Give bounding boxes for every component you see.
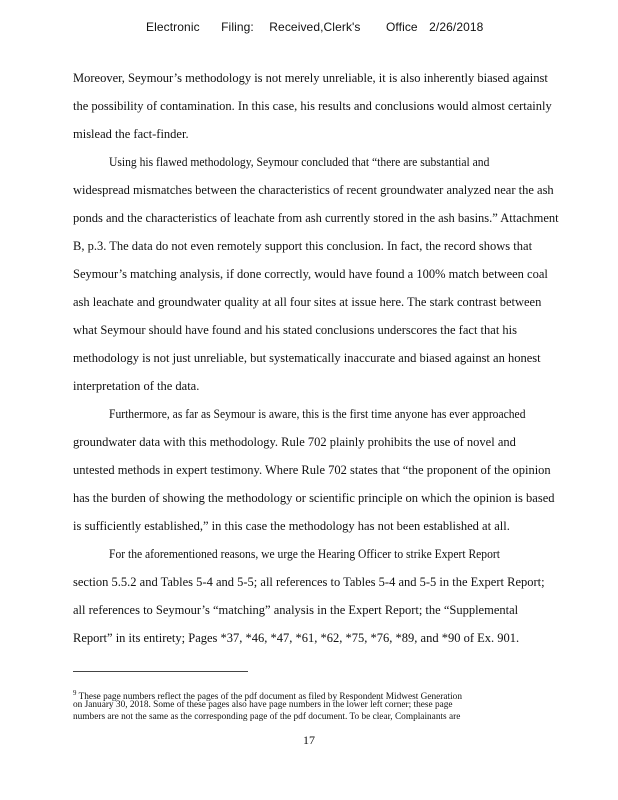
header-received: Received,Clerk's [269, 20, 361, 34]
header-filing: Filing: [221, 20, 254, 34]
body-line: untested methods in expert testimony. Where Rule 702 states that “the proponent of the opinion [73, 463, 551, 477]
footnote-marker: 9 [73, 689, 77, 697]
footnote-line: numbers are not the same as the corresponding page of the pdf document. To be clear, Complainants are [73, 712, 461, 722]
body-line: Moreover, Seymour’s methodology is not merely unreliable, it is also inherently biased against [73, 71, 548, 85]
body-line: ponds and the characteristics of leachate from ash currently stored in the ash basins.” Attachment [73, 211, 559, 225]
body-line: Using his flawed methodology, Seymour concluded that “there are substantial and [109, 155, 490, 169]
footnote-line: on January 30, 2018. Some of these pages also have page numbers in the lower left corner; these page [73, 700, 453, 710]
header-date: 2/26/2018 [429, 20, 484, 34]
body-line: mislead the fact-finder. [73, 127, 189, 141]
body-line: Seymour’s matching analysis, if done correctly, would have found a 100% match between coal [73, 267, 548, 281]
body-line: interpretation of the data. [73, 379, 200, 393]
footnote-divider [73, 671, 248, 672]
body-line: section 5.5.2 and Tables 5-4 and 5-5; all references to Tables 5-4 and 5-5 in the Expert Report; [73, 575, 545, 589]
header-office: Office [385, 20, 418, 34]
body-line: has the burden of showing the methodology or scientific principle on which the opinion is based [73, 491, 555, 505]
body-line: Furthermore, as far as Seymour is aware, this is the first time anyone has ever approached [109, 407, 526, 421]
header-electronic: Electronic [146, 20, 200, 34]
body-line: B, p.3. The data do not even remotely support this conclusion. In fact, the record shows that [73, 239, 533, 253]
body-line: groundwater data with this methodology. Rule 702 plainly prohibits the use of novel and [73, 435, 516, 449]
body-line: For the aforementioned reasons, we urge the Hearing Officer to strike Expert Report [109, 547, 500, 561]
body-line: all references to Seymour’s “matching” analysis in the Expert Report; the “Supplemental [73, 603, 519, 617]
body-line: is sufficiently established,” in this case the methodology has not been established at all. [73, 519, 510, 533]
body-line: widespread mismatches between the characteristics of recent groundwater analyzed near the ash [73, 183, 554, 197]
body-line: ash leachate and groundwater quality at all four sites at issue here. The stark contrast between [73, 295, 542, 309]
filing-header [146, 20, 483, 34]
footnote-text: These page numbers reflect the pages of the pdf document as filed by Respondent Midwest Generation [76, 692, 462, 703]
body-line: what Seymour should have found and his stated conclusions underscores the fact that his [73, 323, 518, 337]
body-line: the possibility of contamination. In this case, his results and conclusions would almost certainly [73, 99, 552, 113]
body-line: Report” in its entirety; Pages *37, *46, *47, *61, *62, *75, *76, *89, and *90 of Ex. 901. [73, 631, 520, 645]
page-number: 17 [303, 733, 315, 747]
body-line: methodology is not just unreliable, but systematically inaccurate and biased against an honest [73, 351, 541, 365]
